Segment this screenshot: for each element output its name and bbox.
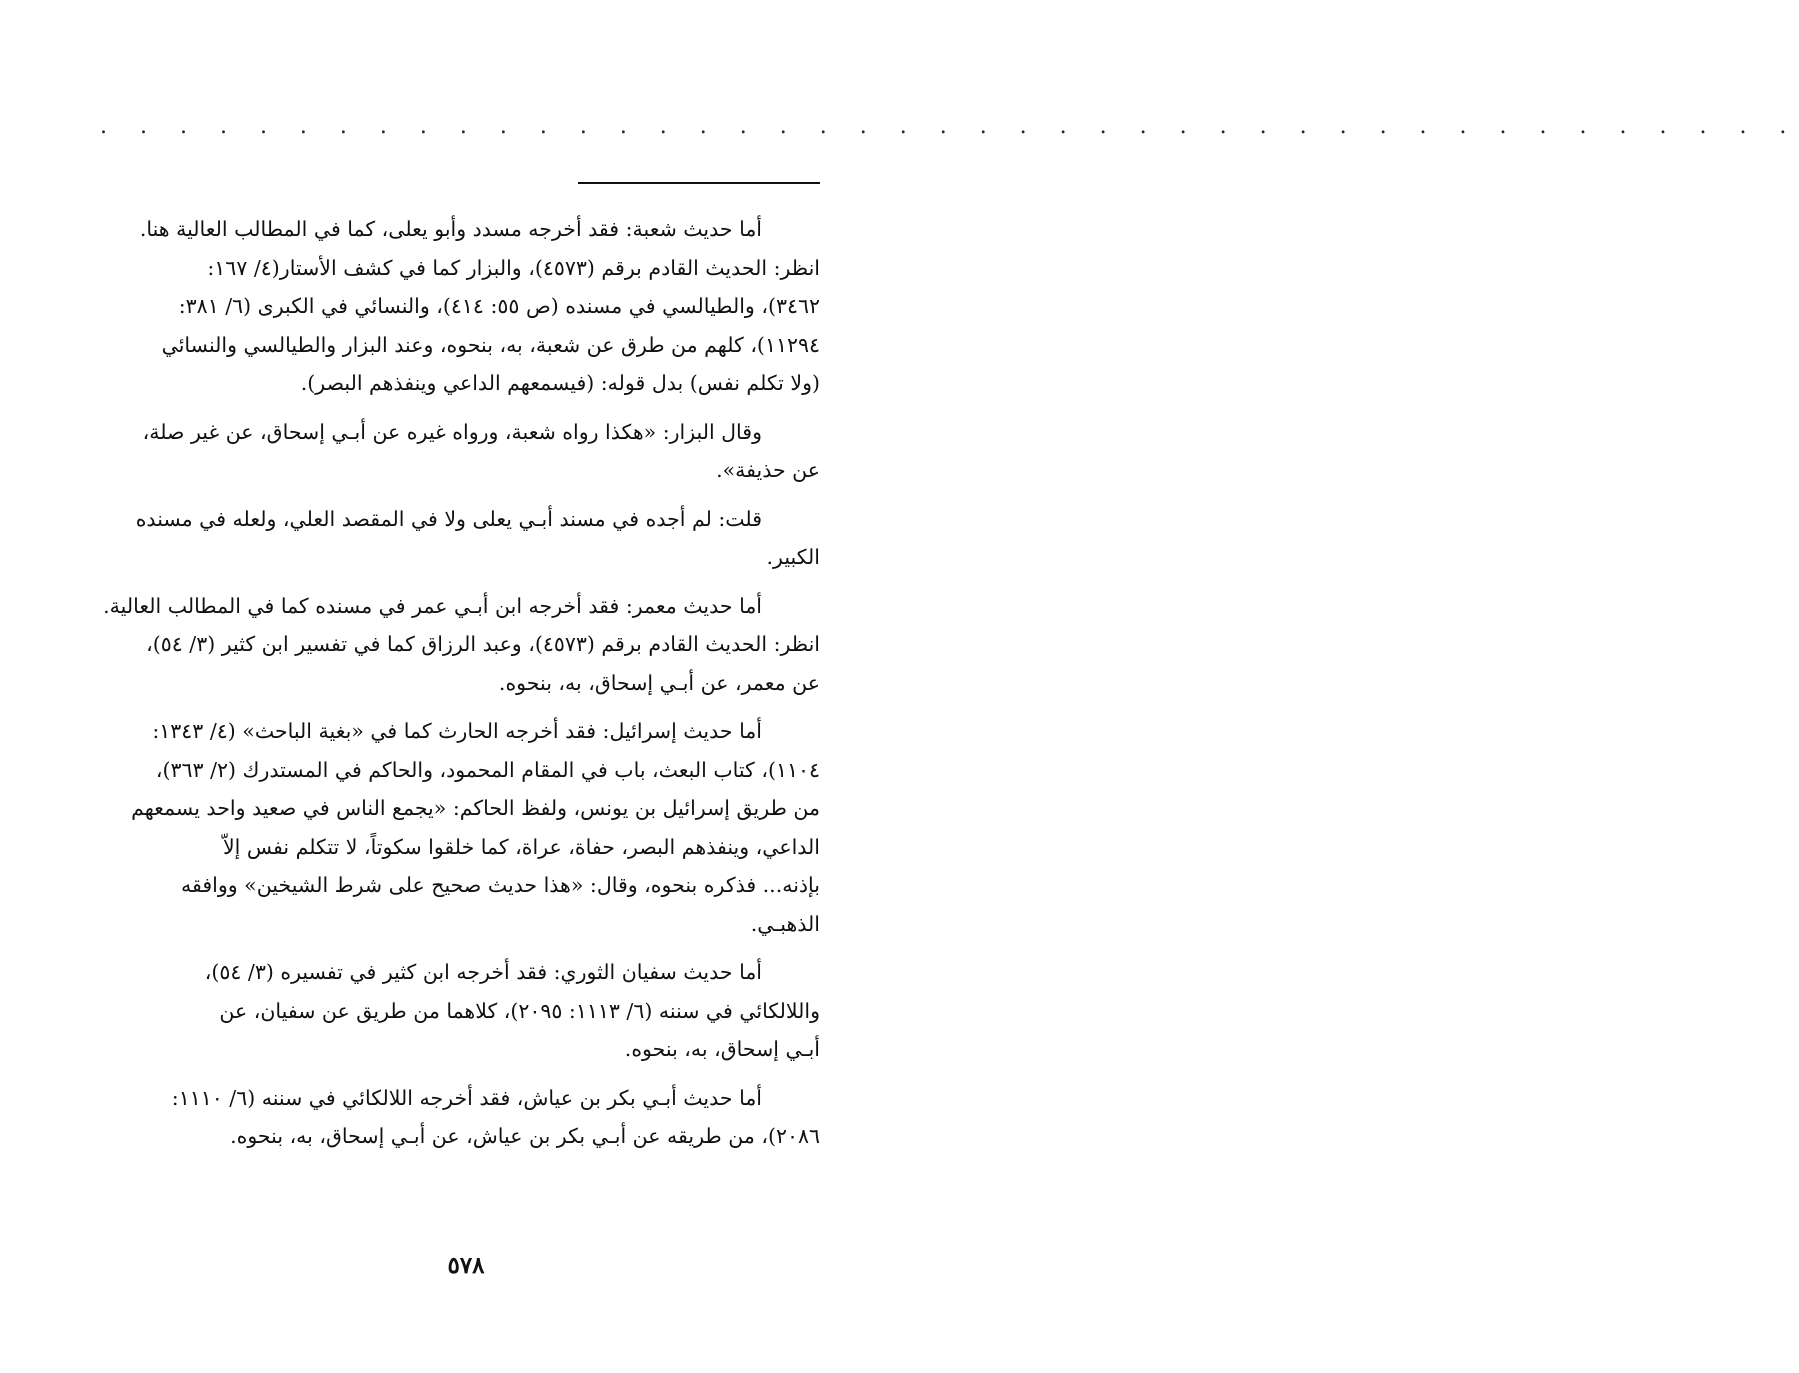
footnote-body <box>98 210 820 1166</box>
text-line: ٣٤٦٢)، والطيالسي في مسنده (ص ٥٥: ٤١٤)، والنسائي في الكبرى (٦/ ٣٨١: <box>178 294 820 318</box>
text-line: أما حديث سفيان الثوري: فقد أخرجه ابن كثير في تفسيره (٣/ ٥٤)، <box>204 960 762 984</box>
text-line: أبـي إسحاق، به، بنحوه. <box>624 1037 820 1061</box>
text-line: أما حديث معمر: فقد أخرجه ابن أبـي عمر في مسنده كما في المطالب العالية. <box>103 593 762 618</box>
text-line: انظر: الحديث القادم برقم (٤٥٧٣)، والبزار كما في كشف الأستار(٤/ ١٦٧: <box>207 255 820 280</box>
text-line: أما حديث شعبة: فقد أخرجه مسدد وأبو يعلى، كما في المطالب العالية هنا. <box>139 217 762 241</box>
paragraph-abu-bakr <box>98 1079 820 1156</box>
text-line: أما حديث أبـي بكر بن عياش، فقد أخرجه اللالكائي في سننه (٦/ ١١١٠: <box>171 1085 762 1110</box>
text-line: بإذنه... فذكره بنحوه، وقال: «هذا حديث صحيح على شرط الشيخين» ووافقه <box>180 873 820 897</box>
text-line: عن معمر، عن أبـي إسحاق، به، بنحوه. <box>498 670 820 695</box>
footnote-rule <box>578 182 820 184</box>
text-line: الكبير. <box>766 545 820 569</box>
paragraph-bazzar <box>98 413 820 490</box>
text-line: وقال البزار: «هكذا رواه شعبة، ورواه غيره عن أبـي إسحاق، عن غير صلة، <box>142 419 762 444</box>
paragraph-shuba <box>98 210 820 403</box>
text-line: ١١٠٤)، كتاب البعث، باب في المقام المحمود، والحاكم في المستدرك (٢/ ٣٦٣)، <box>155 757 820 782</box>
dotted-separator: . . . . . . . . . . . . . . . . . . . . . . . . . . . . . . . . . . . . . . . . . . . <box>100 114 1799 139</box>
paragraph-qultu <box>98 500 820 577</box>
text-line: واللالكائي في سننه (٦/ ١١١٣: ٢٠٩٥)، كلاهما من طريق عن سفيان، عن <box>219 998 820 1023</box>
text-line: ٢٠٨٦)، من طريقه عن أبـي بكر بن عياش، عن أبـي إسحاق، به، بنحوه. <box>230 1124 820 1148</box>
text-line: ١١٢٩٤)، كلهم من طرق عن شعبة، به، بنحوه، وعند البزار والطيالسي والنسائي <box>161 332 820 357</box>
text-line: (ولا تكلم نفس) بدل قوله: (فيسمعهم الداعي وينفذهم البصر). <box>300 371 820 395</box>
paragraph-israil <box>98 712 820 943</box>
paragraph-sufyan <box>98 953 820 1069</box>
text-line: الداعي، وينفذهم البصر، حفاة، عراة، كما خلقوا سكوتاً، لا تتكلم نفس إلاّ <box>222 834 820 859</box>
text-line: من طريق إسرائيل بن يونس، ولفظ الحاكم: «يجمع الناس في صعيد واحد يسمعهم <box>131 796 820 820</box>
text-line: الذهبـي. <box>750 911 820 936</box>
paragraph-mamar <box>98 587 820 703</box>
page-number: ٥٧٨ <box>447 1252 485 1279</box>
text-line: انظر: الحديث القادم برقم (٤٥٧٣)، وعبد الرزاق كما في تفسير ابن كثير (٣/ ٥٤)، <box>146 632 820 656</box>
text-line: أما حديث إسرائيل: فقد أخرجه الحارث كما في «بغية الباحث» (٤/ ١٣٤٣: <box>152 719 762 743</box>
text-line: قلت: لم أجده في مسند أبـي يعلى ولا في المقصد العلي، ولعله في مسنده <box>135 506 762 531</box>
text-line: عن حذيفة». <box>716 458 820 482</box>
